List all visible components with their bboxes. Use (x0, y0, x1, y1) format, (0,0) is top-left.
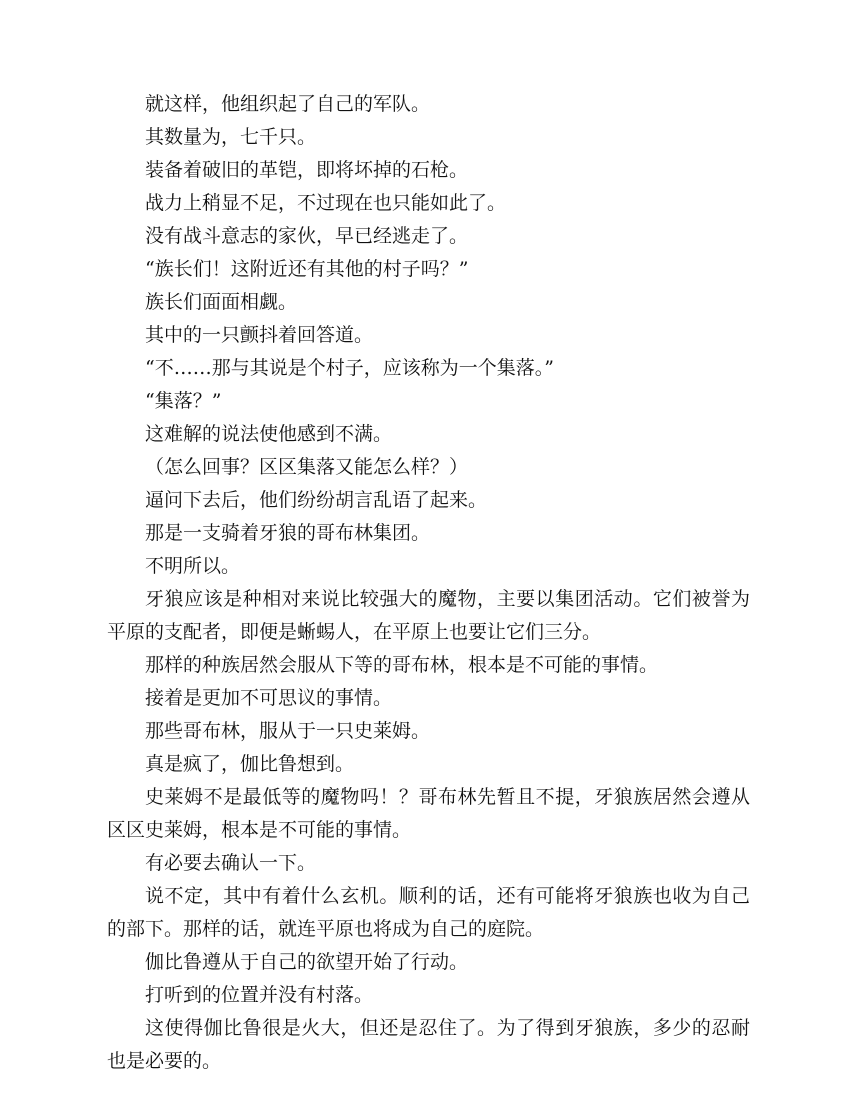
paragraph: 说不定，其中有着什么玄机。顺利的话，还有可能将牙狼族也收为自己的部下。那样的话，就连平原也将成为自己的庭院。 (107, 885, 750, 940)
paragraph: 这难解的说法使他感到不满。 (145, 423, 393, 445)
paragraph: 有必要去确认一下。 (145, 852, 317, 874)
paragraph: 这使得伽比鲁很是火大，但还是忍住了。为了得到牙狼族，多少的忍耐也是必要的。 (107, 1017, 750, 1072)
paragraph: 装备着破旧的革铠，即将坏掉的石枪。 (145, 159, 469, 181)
paragraph: “族长们！这附近还有其他的村子吗？” (145, 258, 469, 280)
paragraph: 逼问下去后，他们纷纷胡言乱语了起来。 (145, 489, 488, 511)
paragraph: 没有战斗意志的家伙，早已经逃走了。 (145, 225, 469, 247)
paragraph: 不明所以。 (145, 555, 241, 577)
paragraph: “不……那与其说是个村子，应该称为一个集落。” (145, 357, 554, 379)
paragraph: 那是一支骑着牙狼的哥布林集团。 (145, 522, 431, 544)
paragraph: 就这样，他组织起了自己的军队。 (145, 93, 431, 115)
paragraph: 那些哥布林，服从于一只史莱姆。 (145, 720, 431, 742)
paragraph: 其数量为，七千只。 (145, 126, 317, 148)
paragraph: 牙狼应该是种相对来说比较强大的魔物，主要以集团活动。它们被誉为平原的支配者，即便是蜥蜴人，在平原上也要让它们三分。 (107, 588, 750, 643)
paragraph: 那样的种族居然会服从下等的哥布林，根本是不可能的事情。 (145, 654, 659, 676)
document-body (107, 88, 750, 1078)
paragraph: （怎么回事？区区集落又能怎么样？） (145, 456, 469, 478)
paragraph: 伽比鲁遵从于自己的欲望开始了行动。 (145, 951, 469, 973)
paragraph: 打听到的位置并没有村落。 (145, 984, 374, 1006)
paragraph: 族长们面面相觑。 (145, 291, 298, 313)
paragraph: 真是疯了，伽比鲁想到。 (145, 753, 355, 775)
paragraph: 接着是更加不可思议的事情。 (145, 687, 393, 709)
paragraph: 其中的一只颤抖着回答道。 (145, 324, 374, 346)
paragraph: “集落？” (145, 390, 222, 412)
paragraph: 史莱姆不是最低等的魔物吗！？哥布林先暂且不提，牙狼族居然会遵从区区史莱姆，根本是不可能的事情。 (107, 786, 750, 841)
paragraph: 战力上稍显不足，不过现在也只能如此了。 (145, 192, 507, 214)
